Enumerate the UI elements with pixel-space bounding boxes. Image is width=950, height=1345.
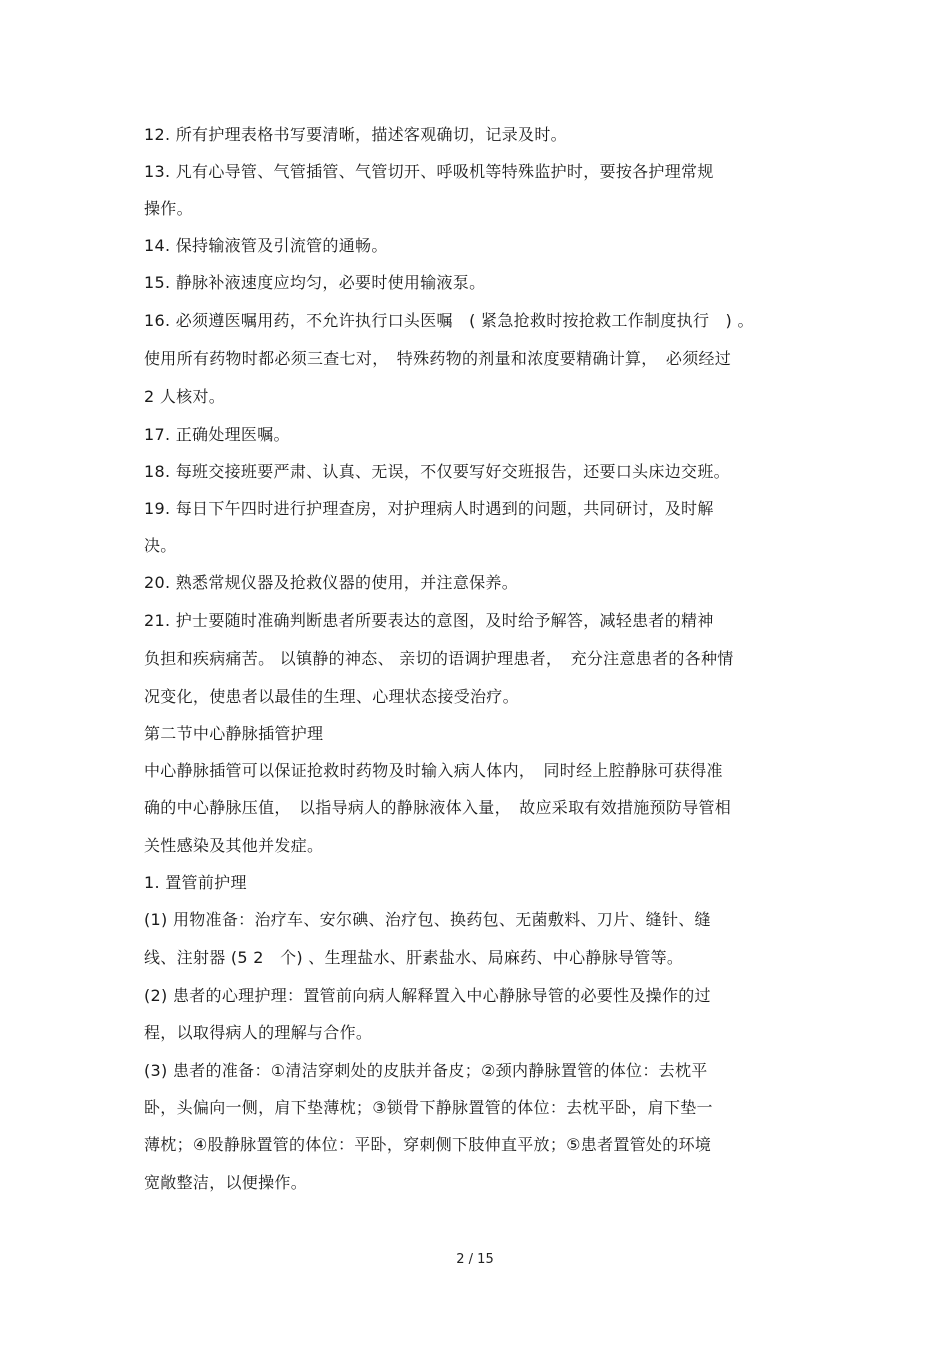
- paragraph-line: 15. 静脉补液速度应均匀，必要时使用输液泵。: [144, 273, 486, 292]
- paragraph-line: 使用所有药物时都必须三查七对， 特殊药物的剂量和浓度要精确计算， 必须经过: [144, 349, 732, 368]
- paragraph-line: 关性感染及其他并发症。: [144, 836, 324, 855]
- paragraph-line: 负担和疾病痛苦。 以镇静的神态、 亲切的语调护理患者， 充分注意患者的各种情: [144, 649, 734, 668]
- paragraph-line: (1) 用物准备：治疗车、安尔碘、治疗包、换药包、无菌敷料、刀片、缝针、缝: [144, 910, 711, 929]
- paragraph-line: 13. 凡有心导管、气管插管、气管切开、呼吸机等特殊监护时，要按各护理常规: [144, 162, 714, 181]
- page-number: 2 / 15: [456, 1252, 494, 1267]
- paragraph-line: 20. 熟悉常规仪器及抢救仪器的使用，并注意保养。: [144, 573, 519, 592]
- paragraph-line: 18. 每班交接班要严肃、认真、无误，不仅要写好交班报告，还要口头床边交班。: [144, 462, 730, 481]
- paragraph-line: 薄枕；④股静脉置管的体位：平卧，穿刺侧下肢伸直平放；⑤患者置管处的环境: [144, 1135, 712, 1154]
- paragraph-line: 16. 必须遵医嘱用药，不允许执行口头医嘱 ( 紧急抢救时按抢救工作制度执行 ) 。: [144, 311, 754, 330]
- subsection-heading: 1. 置管前护理: [144, 873, 247, 892]
- paragraph-line: (2) 患者的心理护理：置管前向病人解释置入中心静脉导管的必要性及操作的过: [144, 986, 711, 1005]
- paragraph-line: 程，以取得病人的理解与合作。: [144, 1023, 373, 1042]
- paragraph-line: 12. 所有护理表格书写要清晰，描述客观确切，记录及时。: [144, 125, 567, 144]
- paragraph-line: 17. 正确处理医嘱。: [144, 425, 290, 444]
- paragraph-line: 况变化，使患者以最佳的生理、心理状态接受治疗。: [144, 687, 519, 706]
- paragraph-line: 线、注射器 (5 2 个) 、生理盐水、肝素盐水、局麻药、中心静脉导管等。: [144, 948, 684, 967]
- paragraph-line: 21. 护士要随时准确判断患者所要表达的意图，及时给予解答，减轻患者的精神: [144, 611, 714, 630]
- section-heading: 第二节中心静脉插管护理: [144, 724, 324, 743]
- paragraph-line: 操作。: [144, 199, 193, 218]
- paragraph-line: 中心静脉插管可以保证抢救时药物及时输入病人体内， 同时经上腔静脉可获得准: [144, 761, 723, 780]
- paragraph-line: 2 人核对。: [144, 387, 226, 406]
- paragraph-line: (3) 患者的准备：①清洁穿刺处的皮肤并备皮；②颈内静脉置管的体位：去枕平: [144, 1061, 708, 1080]
- paragraph-line: 决。: [144, 536, 177, 555]
- paragraph-line: 14. 保持输液管及引流管的通畅。: [144, 236, 388, 255]
- paragraph-line: 19. 每日下午四时进行护理查房，对护理病人时遇到的问题，共同研讨，及时解: [144, 499, 714, 518]
- paragraph-line: 确的中心静脉压值， 以指导病人的静脉液体入量， 故应采取有效措施预防导管相: [144, 798, 732, 817]
- paragraph-line: 宽敞整洁，以便操作。: [144, 1173, 308, 1192]
- paragraph-line: 卧，头偏向一侧，肩下垫薄枕；③锁骨下静脉置管的体位：去枕平卧，肩下垫一: [144, 1098, 713, 1117]
